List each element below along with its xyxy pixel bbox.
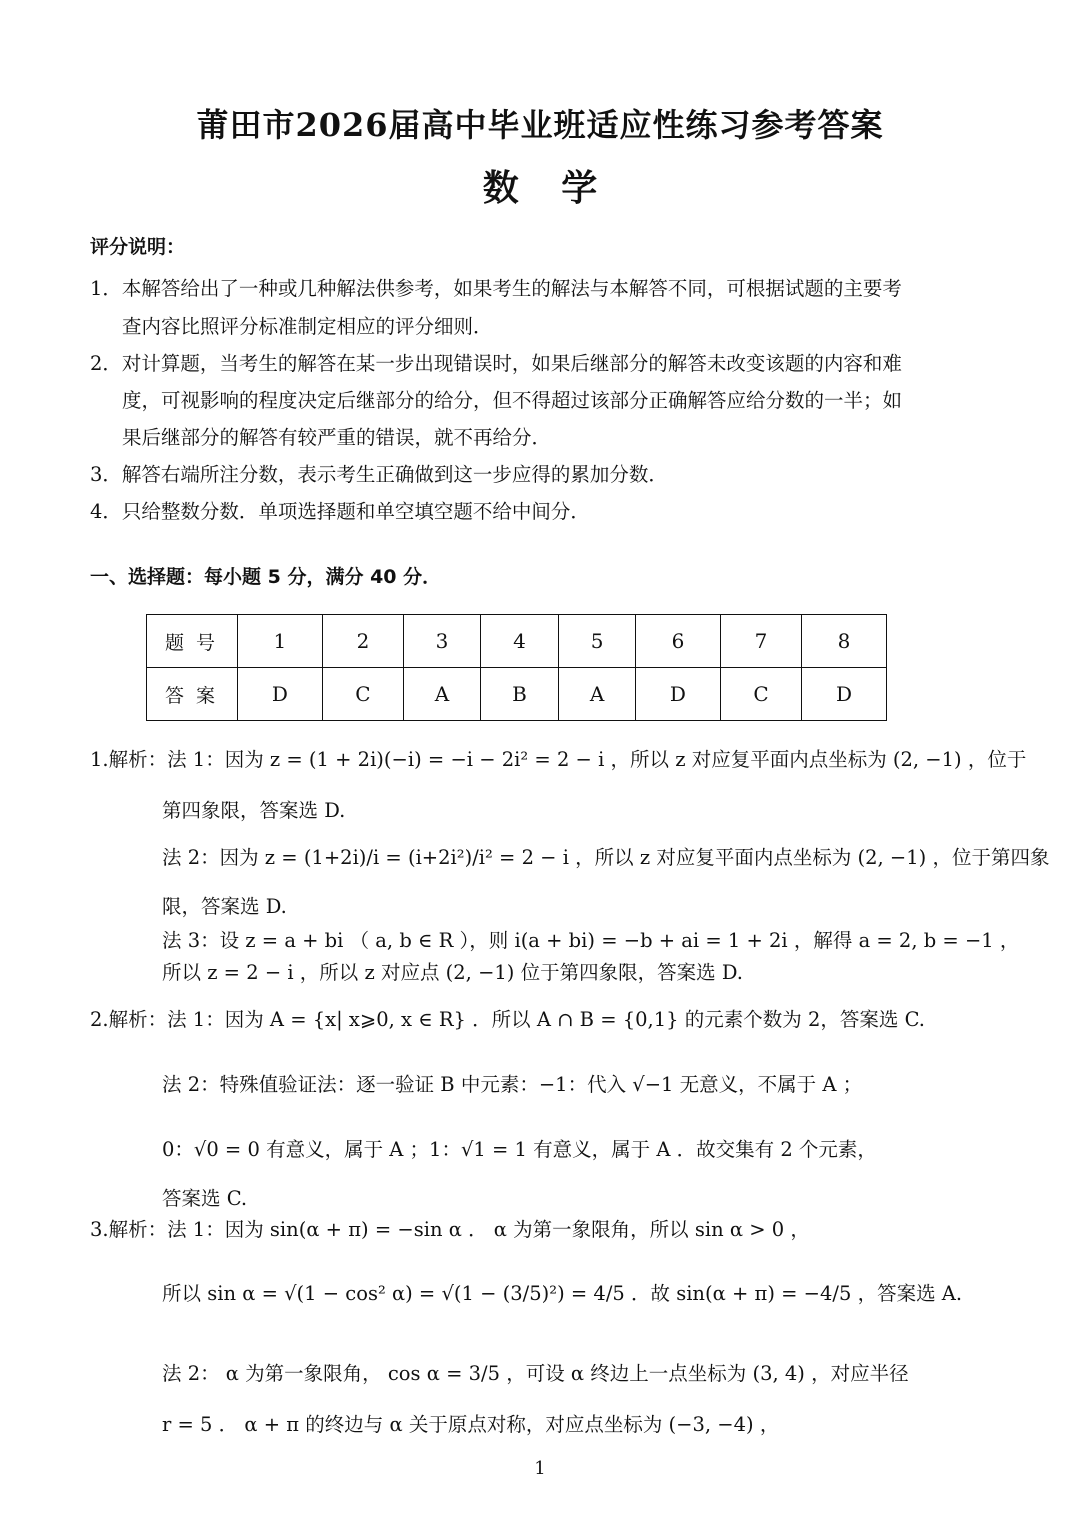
table-cell: 8 (802, 615, 887, 668)
table-cell: 1 (238, 615, 323, 668)
scoring-item-2-cont: 度，可视影响的程度决定后继部分的给分，但不得超过该部分正确解答应给分数的一半；如 (122, 389, 903, 412)
table-header-number: 题号 (147, 615, 238, 668)
table-cell: D (636, 668, 721, 721)
subject-title: 数 学 (482, 167, 598, 209)
q1-solution-line-2: 第四象限，答案选 D. (162, 799, 346, 822)
page-number: 1 (534, 1458, 546, 1479)
table-cell: C (322, 668, 403, 721)
table-header-answer: 答案 (147, 668, 238, 721)
table-cell: 6 (636, 615, 721, 668)
q1-solution-line-1: 1.解析：法 1：因为 z = (1 + 2i)(−i) = −i − 2i² = 2 − i ，所以 z 对应复平面内点坐标为 (2, −1) ，位于 (90, 748, 1027, 771)
scoring-item-2: 2．对计算题，当考生的解答在某一步出现错误时，如果后继部分的解答未改变该题的内容和难 (90, 352, 902, 375)
table-row-answers (147, 668, 887, 721)
q3-solution-line-4: r = 5 ． α + π 的终边与 α 关于原点对称，对应点坐标为 (−3, −4) ， (162, 1413, 780, 1436)
table-cell: 2 (322, 615, 403, 668)
table-cell: C (720, 668, 801, 721)
scoring-item-1: 1．本解答给出了一种或几种解法供参考，如果考生的解法与本解答不同，可根据试题的主要考 (90, 277, 902, 300)
table-cell: B (480, 668, 558, 721)
table-cell: A (559, 668, 636, 721)
scoring-item-3: 3．解答右端所注分数，表示考生正确做到这一步应得的累加分数． (90, 463, 668, 486)
q1-solution-line-3: 法 2：因为 z = (1+2i)/i = (i+2i²)/i² = 2 − i ，所以 z 对应复平面内点坐标为 (2, −1) ，位于第四象 (162, 846, 1050, 869)
table-cell: 7 (720, 615, 801, 668)
q2-solution-line-4: 答案选 C. (162, 1187, 248, 1210)
q3-solution-line-3: 法 2： α 为第一象限角， cos α = 3/5 ，可设 α 终边上一点坐标为 (3, 4) ，对应半径 (162, 1362, 909, 1385)
q1-solution-line-5: 法 3：设 z = a + bi （ a, b ∈ R ），则 i(a + bi) = −b + ai = 1 + 2i ，解得 a = 2, b = −1 ， (162, 929, 1020, 952)
table-cell: D (238, 668, 323, 721)
table-cell: A (404, 668, 481, 721)
scoring-item-1-cont: 查内容比照评分标准制定相应的评分细则． (122, 315, 493, 338)
table-cell: 4 (480, 615, 558, 668)
table-cell: 3 (404, 615, 481, 668)
q3-solution-line-1: 3.解析：法 1：因为 sin(α + π) = −sin α ． α 为第一象限角，所以 sin α > 0 ， (90, 1218, 810, 1241)
q3-solution-line-2: 所以 sin α = √(1 − cos² α) = √(1 − (3/5)²) = 4/5 ．故 sin(α + π) = −4/5 ，答案选 A. (162, 1282, 963, 1305)
scoring-item-2-cont2: 果后继部分的解答有较严重的错误，就不再给分． (122, 426, 552, 449)
q2-solution-line-1: 2.解析：法 1：因为 A = {x| x⩾0, x ∈ R} ．所以 A ∩ B = {0,1} 的元素个数为 2，答案选 C. (90, 1008, 925, 1031)
scoring-heading: 评分说明： (90, 236, 186, 258)
q2-solution-line-2: 法 2：特殊值验证法：逐一验证 B 中元素：−1：代入 √−1 无意义，不属于 A ； (162, 1073, 863, 1096)
section-1-heading: 一、选择题：每小题 5 分，满分 40 分． (90, 566, 442, 588)
q1-solution-line-6: 所以 z = 2 − i ，所以 z 对应点 (2, −1) 位于第四象限，答案选 D. (162, 961, 743, 984)
answer-table (146, 614, 887, 721)
table-row-numbers (147, 615, 887, 668)
q2-solution-line-3: 0：√0 = 0 有意义，属于 A ；1：√1 = 1 有意义，属于 A ．故交集有 2 个元素， (162, 1138, 877, 1161)
scoring-item-4: 4．只给整数分数．单项选择题和单空填空题不给中间分． (90, 500, 590, 523)
table-cell: D (802, 668, 887, 721)
document-title: 莆田市2026届高中毕业班适应性练习参考答案 (196, 106, 884, 144)
table-cell: 5 (559, 615, 636, 668)
q1-solution-line-4: 限，答案选 D. (162, 895, 287, 918)
